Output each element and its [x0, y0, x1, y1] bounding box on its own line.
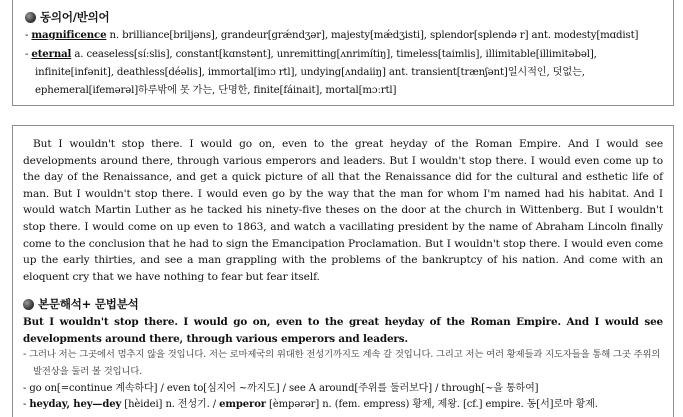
passage-text: But I wouldn't stop there. I would go on, even to the great heyday of the Roman Empire. And I would see developments around there, through various emperors and leaders. But I wouldn't stop there. I would even come up to the day of the Renaissance, and get a quick picture of all that the Renaissance did for the cultural and esthetic life of man. But I wouldn't stop there. I would even go by the way that the man for whom I'm named had his habitat. And I would watch Martin Luther as he tacked his ninety-five theses on the door at the church in Wittenberg. But I wouldn't stop there. I would come on up even to 1863, and watch a vacillating president by the name of Abraham Lincoln finally come to the conclusion that he had to sign the Emancipation Proclamation. But I wouldn't stop there. I would even come up the early thirties, and see a man grappling with the problems of the bankruptcy of his nation. And come with an eloquent cry that we have nothing to fear but fear itself.	[23, 138, 663, 283]
analysis-translation: - 그러나 저는 그곳에서 멈추지 않을 것입니다. 저는 로마제국의 위대한 전성기까지도 계속 갈 것입니다. 그리고 저는 여러 황제들과 지도자들을 통해 그곳 주위의 발전상을 둘러 볼 것입니다.	[23, 349, 661, 377]
vocab-section-title	[25, 8, 661, 26]
vocab-pos: a.	[71, 49, 84, 60]
vocab-headword: magnificence	[31, 29, 107, 41]
bullet-icon	[25, 12, 36, 23]
vocab-term-emperor-def: [èmpərər] n. (fem. empress) 황제, 제왕. [cf.] empire. 동[서]로마 황제.	[265, 399, 598, 411]
bullet-icon	[23, 299, 34, 310]
analysis-vocab-line: - heyday, hey—dey [hèidei] n. 전성기. / emperor [èmpərər] n. (fem. empress) 황제, 제왕. [cf.] empire. 동[서]로마 황제.	[23, 399, 598, 411]
analysis-section-title	[23, 295, 663, 313]
vocab-title-text: 동의어/반의어	[40, 10, 110, 24]
vocab-term-heyday: heyday, hey—dey	[29, 399, 122, 411]
vocab-pos: n.	[106, 30, 119, 41]
vocab-box	[12, 0, 674, 106]
analysis-grammar: - go on[=continue 계속하다] / even to[심지어 ~까지도] / see A around[주위를 둘러보다] / through[~을 통하여]	[23, 382, 539, 394]
passage-box	[12, 125, 674, 417]
vocab-term-emperor: emperor	[219, 399, 266, 411]
analysis-title-text: 본문해석+ 문법분석	[38, 297, 139, 312]
vocab-entry-eternal: - eternal a. ceaseless[sí:slis], constant[kɑnstənt], unremitting[ʌnrimítiŋ], timeless[taimlis], illimitable[illimitəbəl], infinite[infənit], deathless[déəlis], immortal[imɔ rtl], undying[ʌndaiiŋ] ant. transient[trænʃənt]일시적인, 덧없는, ephemeral[ifemərəl]하루밖에 못 가는, 단명한, finite[fáinait], mortal[mɔːrtl]	[25, 48, 597, 96]
vocab-headword: eternal	[31, 48, 72, 60]
vocab-definition: brilliance[briljəns], grandeur[grǽndʒər], majesty[mǽdʒisti], splendor[splendə r] ant. modesty[mɑdist]	[122, 30, 639, 41]
vocab-entry-magnificence: - magnificence n. brilliance[briljəns], grandeur[grǽndʒər], majesty[mǽdʒisti], splendor[splendə r] ant. modesty[mɑdist]	[25, 29, 639, 41]
vocab-definition: ceaseless[sí:slis], constant[kɑnstənt], unremitting[ʌnrimítiŋ], timeless[taimlis], illimitable[illimitəbəl], infinite[infənit], deathless[déəlis], immortal[imɔ rtl], undying[ʌndaiiŋ] ant. transient[trænʃənt]일시적인, 덧없는, ephemeral[ifemərəl]하루밖에 못 가는, 단명한, finite[fáinait], mortal[mɔːrtl]	[35, 49, 597, 96]
analysis-bold-sentence: But I wouldn't stop there. I would go on, even to the great heyday of the Roman Empire. And I would see developments around there, through various emperors and leaders.	[23, 316, 663, 345]
vocab-term-heyday-def: [hèidei] n. 전성기. /	[121, 399, 220, 411]
